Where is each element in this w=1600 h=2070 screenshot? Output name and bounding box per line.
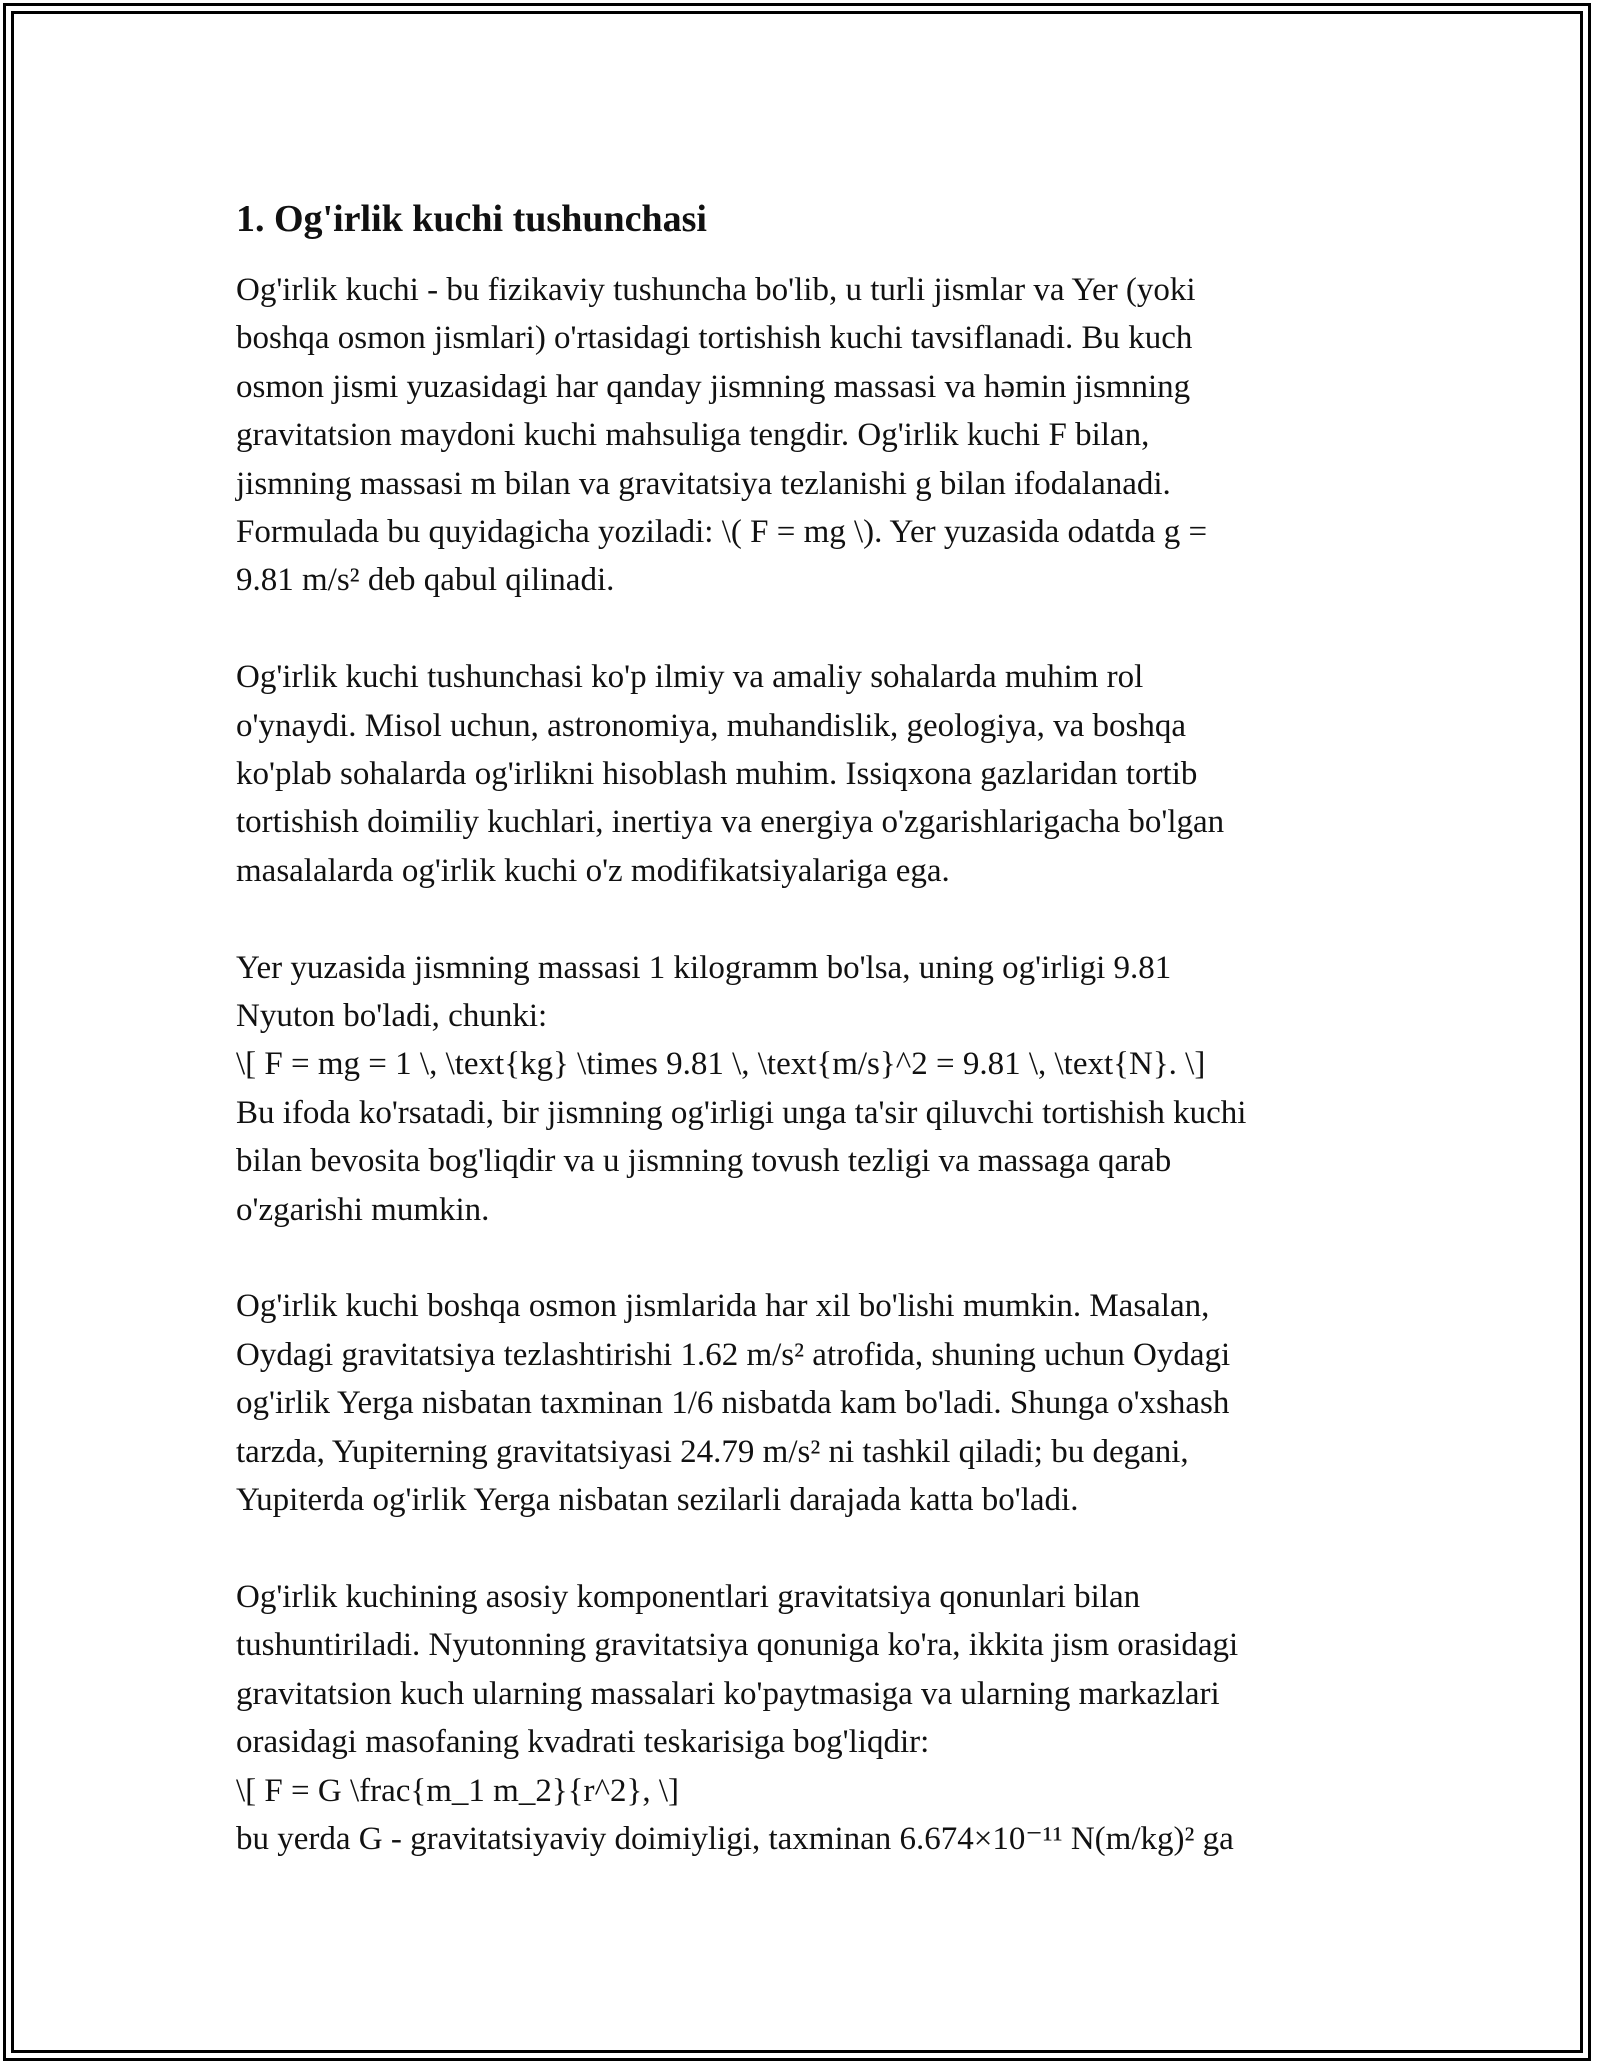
text-line: 9.81 m/s² deb qabul qilinadi. [236, 562, 615, 599]
text-line: bilan bevosita bog'liqdir va u jismning tovush tezligi va massaga qarab [236, 1143, 1172, 1180]
text-line: Og'irlik kuchi - bu fizikaviy tushuncha bo'lib, u turli jismlar va Yer (yoki [236, 272, 1196, 308]
text-line: masalalarda og'irlik kuchi o'z modifikatsiyalariga ega. [236, 852, 950, 889]
text-line: Og'irlik kuchining asosiy komponentlari gravitatsiya qonunlari bilan [236, 1578, 1141, 1615]
paragraph-other-bodies [236, 1282, 1376, 1524]
paragraph-definition [236, 266, 1376, 605]
text-line: og'irlik Yerga nisbatan taxminan 1/6 nisbatda kam bo'ladi. Shunga o'xshash [236, 1385, 1230, 1422]
text-line: Yer yuzasida jismning massasi 1 kilogramm bo'lsa, uning og'irligi 9.81 [236, 949, 1172, 986]
text-line: tarzda, Yupiterning gravitatsiyasi 24.79 m/s² ni tashkil qiladi; bu degani, [236, 1433, 1189, 1470]
formula-line: \[ F = mg = 1 \, \text{kg} \times 9.81 \, \text{m/s}^2 = 9.81 \, \text{N}. \] [236, 1046, 1206, 1083]
paragraph-earth-example [236, 944, 1376, 1234]
text-line: gravitatsion maydoni kuchi mahsuliga tengdir. Og'irlik kuchi F bilan, [236, 417, 1150, 454]
paragraph-applications [236, 653, 1376, 895]
paragraph-newton-law [236, 1573, 1376, 1863]
text-line: Bu ifoda ko'rsatadi, bir jismning og'irligi unga ta'sir qiluvchi tortishish kuchi [236, 1094, 1247, 1131]
text-line: o'ynaydi. Misol uchun, astronomiya, muhandislik, geologiya, va boshqa [236, 707, 1186, 744]
document-body [236, 180, 1376, 1912]
text-line: tortishish doimiliy kuchlari, inertiya va energiya o'zgarishlarigacha bo'lgan [236, 804, 1225, 841]
text-line: Oydagi gravitatsiya tezlashtirishi 1.62 m/s² atrofida, shuning uchun Oydagi [236, 1336, 1231, 1373]
text-line: tushuntiriladi. Nyutonning gravitatsiya qonuniga ko'ra, ikkita jism orasidagi [236, 1627, 1239, 1664]
text-line: Yupiterda og'irlik Yerga nisbatan sezilarli darajada katta bo'ladi. [236, 1482, 1079, 1519]
section-heading: 1. Og'irlik kuchi tushunchasi [236, 198, 707, 240]
text-line: Formulada bu quyidagicha yoziladi: \( F = mg \). Yer yuzasida odatda g = [236, 514, 1208, 551]
text-line: osmon jismi yuzasidagi har qanday jismning massasi va həmin jismning [236, 368, 1191, 405]
text-line: boshqa osmon jismlari) o'rtasidagi tortishish kuchi tavsiflanadi. Bu kuch [236, 320, 1193, 357]
text-line: orasidagi masofaning kvadrati teskarisiga bog'liqdir: [236, 1724, 930, 1761]
formula-line: \[ F = G \frac{m_1 m_2}{r^2}, \] [236, 1772, 679, 1809]
text-line: Og'irlik kuchi tushunchasi ko'p ilmiy va amaliy sohalarda muhim rol [236, 659, 1144, 696]
text-line: Nyuton bo'ladi, chunki: [236, 998, 548, 1035]
text-line: bu yerda G - gravitatsiyaviy doimiyligi, taxminan 6.674×10⁻¹¹ N(m/kg)² ga [236, 1820, 1234, 1857]
text-line: o'zgarishi mumkin. [236, 1191, 490, 1228]
text-line: Og'irlik kuchi boshqa osmon jismlarida har xil bo'lishi mumkin. Masalan, [236, 1288, 1210, 1325]
text-line: ko'plab sohalarda og'irlikni hisoblash muhim. Issiqxona gazlaridan tortib [236, 756, 1198, 793]
text-line: jismning massasi m bilan va gravitatsiya tezlanishi g bilan ifodalanadi. [236, 465, 1171, 502]
text-line: gravitatsion kuch ularning massalari ko'paytmasiga va ularning markazlari [236, 1675, 1220, 1712]
